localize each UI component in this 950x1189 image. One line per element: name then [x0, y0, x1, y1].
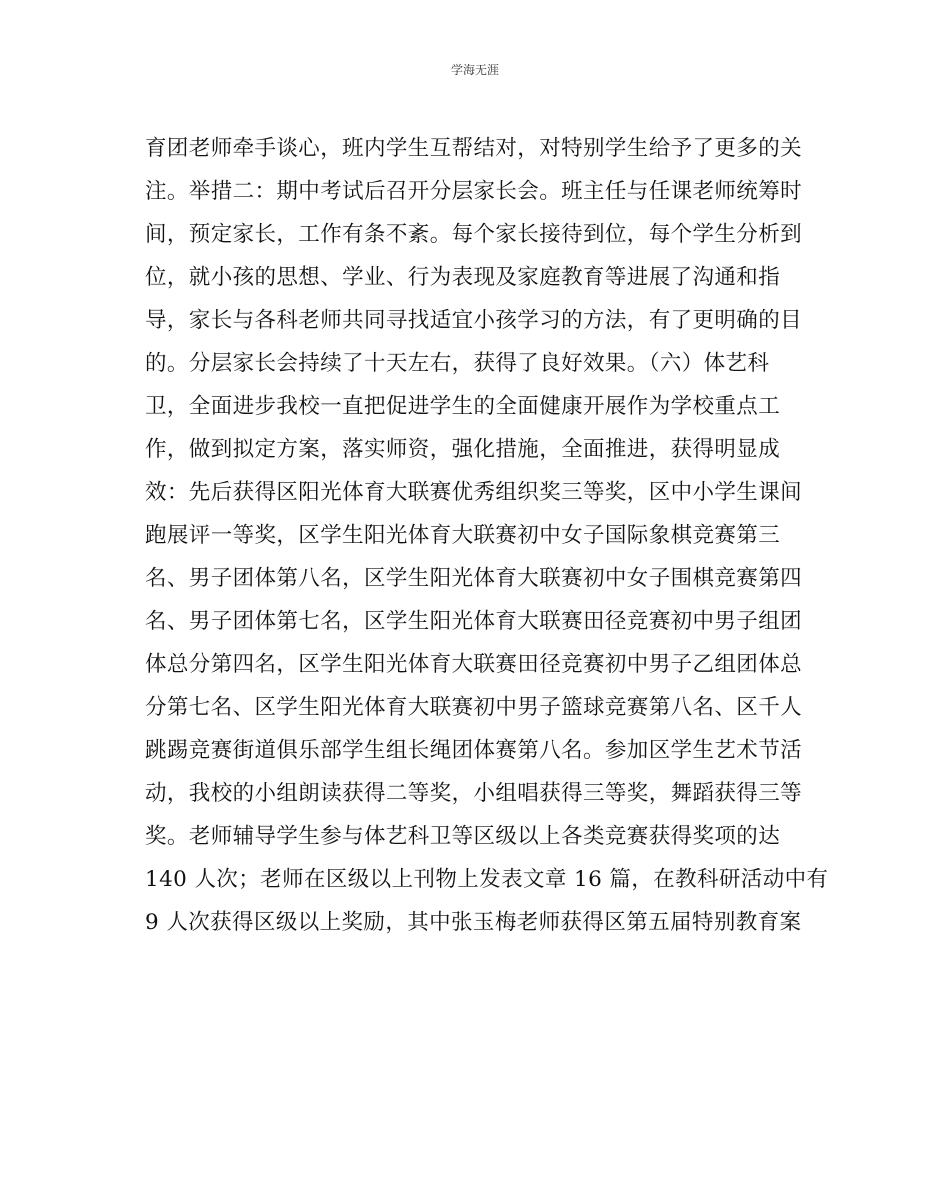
- text-line: 效：先后获得区阳光体育大联赛优秀组织奖三等奖，区中小学生课间: [145, 480, 803, 505]
- text-line: 导，家长与各科老师共同寻找适宜小孩学习的方法，有了更明确的目: [145, 308, 803, 333]
- page-header: 学海无涯: [450, 63, 499, 77]
- text-line: 跑展评一等奖，区学生阳光体育大联赛初中女子国际象棋竞赛第三: [145, 523, 781, 548]
- text-line: 名、男子团体第七名，区学生阳光体育大联赛田径竞赛初中男子组团: [145, 609, 803, 634]
- text-line: 卫，全面进步我校一直把促进学生的全面健康开展作为学校重点工: [145, 394, 781, 419]
- text-line: 作，做到拟定方案，落实师资，强化措施，全面推进，获得明显成: [145, 437, 781, 462]
- text-line: 140 人次；老师在区级以上刊物上发表文章 16 篇，在教科研活动中有: [145, 867, 829, 892]
- text-line: 位，就小孩的思想、学业、行为表现及家庭教育等进展了沟通和指: [145, 265, 781, 290]
- text-line: 奖。老师辅导学生参与体艺科卫等区级以上各类竞赛获得奖项的达: [145, 824, 781, 849]
- text-line: 名、男子团体第八名，区学生阳光体育大联赛初中女子围棋竞赛第四: [145, 566, 803, 591]
- text-line: 9 人次获得区级以上奖励，其中张玉梅老师获得区第五届特别教育案: [145, 910, 802, 935]
- text-line: 育团老师牵手谈心，班内学生互帮结对，对特别学生给予了更多的关: [145, 136, 803, 161]
- text-line: 体总分第四名，区学生阳光体育大联赛田径竞赛初中男子乙组团体总: [145, 652, 803, 677]
- text-line: 动，我校的小组朗读获得二等奖，小组唱获得三等奖，舞蹈获得三等: [145, 781, 803, 806]
- text-line: 间，预定家长，工作有条不紊。每个家长接待到位，每个学生分析到: [145, 222, 803, 247]
- text-line: 的。分层家长会持续了十天左右，获得了良好效果。（六）体艺科: [145, 351, 770, 376]
- text-line: 分第七名、区学生阳光体育大联赛初中男子篮球竞赛第八名、区千人: [145, 695, 803, 720]
- body-text: [145, 127, 829, 944]
- text-line: 跳踢竞赛街道俱乐部学生组长绳团体赛第八名。参加区学生艺术节活: [145, 738, 803, 763]
- text-line: 注。举措二：期中考试后召开分层家长会。班主任与任课老师统筹时: [145, 179, 803, 204]
